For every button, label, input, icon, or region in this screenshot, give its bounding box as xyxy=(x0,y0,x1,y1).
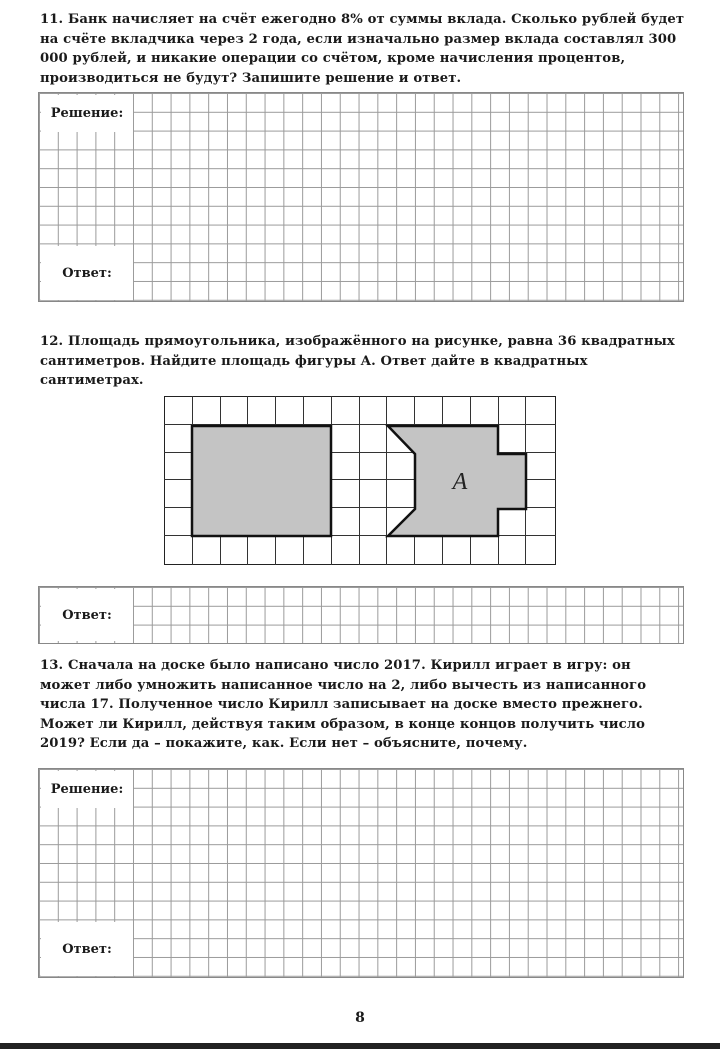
task-11-solution-grid[interactable] xyxy=(38,92,684,302)
task-12-answer-label: Ответ: xyxy=(41,589,133,641)
task-12-statement: Площадь прямоугольника, изображённого на рисунке, равна 36 квадратных сантиметров. Найдите площадь фигуры A. Ответ дайте в квадратных сантиметрах. xyxy=(40,334,675,388)
task-11-answer-label: Ответ: xyxy=(41,246,133,300)
task-13-text xyxy=(40,656,685,754)
task-13-answer-label: Ответ: xyxy=(41,922,133,976)
figure-a-label: A xyxy=(452,469,468,495)
figure-rectangle xyxy=(192,426,331,536)
task-13-solution-grid[interactable] xyxy=(38,768,684,978)
page-number: 8 xyxy=(355,1010,365,1026)
task-13-solution-label: Решение: xyxy=(41,771,133,808)
task-11-text xyxy=(40,10,685,88)
task-12-number: 12. xyxy=(40,334,64,349)
task-11-number: 11. xyxy=(40,12,64,27)
task-12-figure xyxy=(164,396,556,566)
task-11-solution-label: Решение: xyxy=(41,95,133,132)
bottom-rule xyxy=(0,1043,720,1049)
task-12-answer-grid[interactable] xyxy=(38,586,684,644)
task-13-statement: Сначала на доске было написано число 2017. Кирилл играет в игру: он может либо умножить написанное число на 2, либо вычесть из написанного числа 17. Полученное число Кирилл записывает на доске вместо прежнего. Может ли Кирилл, действуя таким образом, в конце концов получить число 2019? Если да – покажите, как. Если нет – объясните, почему. xyxy=(40,658,647,751)
task-11-statement: Банк начисляет на счёт ежегодно 8% от суммы вклада. Сколько рублей будет на счёте вкладчика через 2 года, если изначально размер вклада составлял 300 000 рублей, и никакие операции со счётом, кроме начисления процентов, производиться не будут? Запишите решение и ответ. xyxy=(40,12,685,86)
task-12-text xyxy=(40,332,685,391)
task-13-number: 13. xyxy=(40,658,64,673)
